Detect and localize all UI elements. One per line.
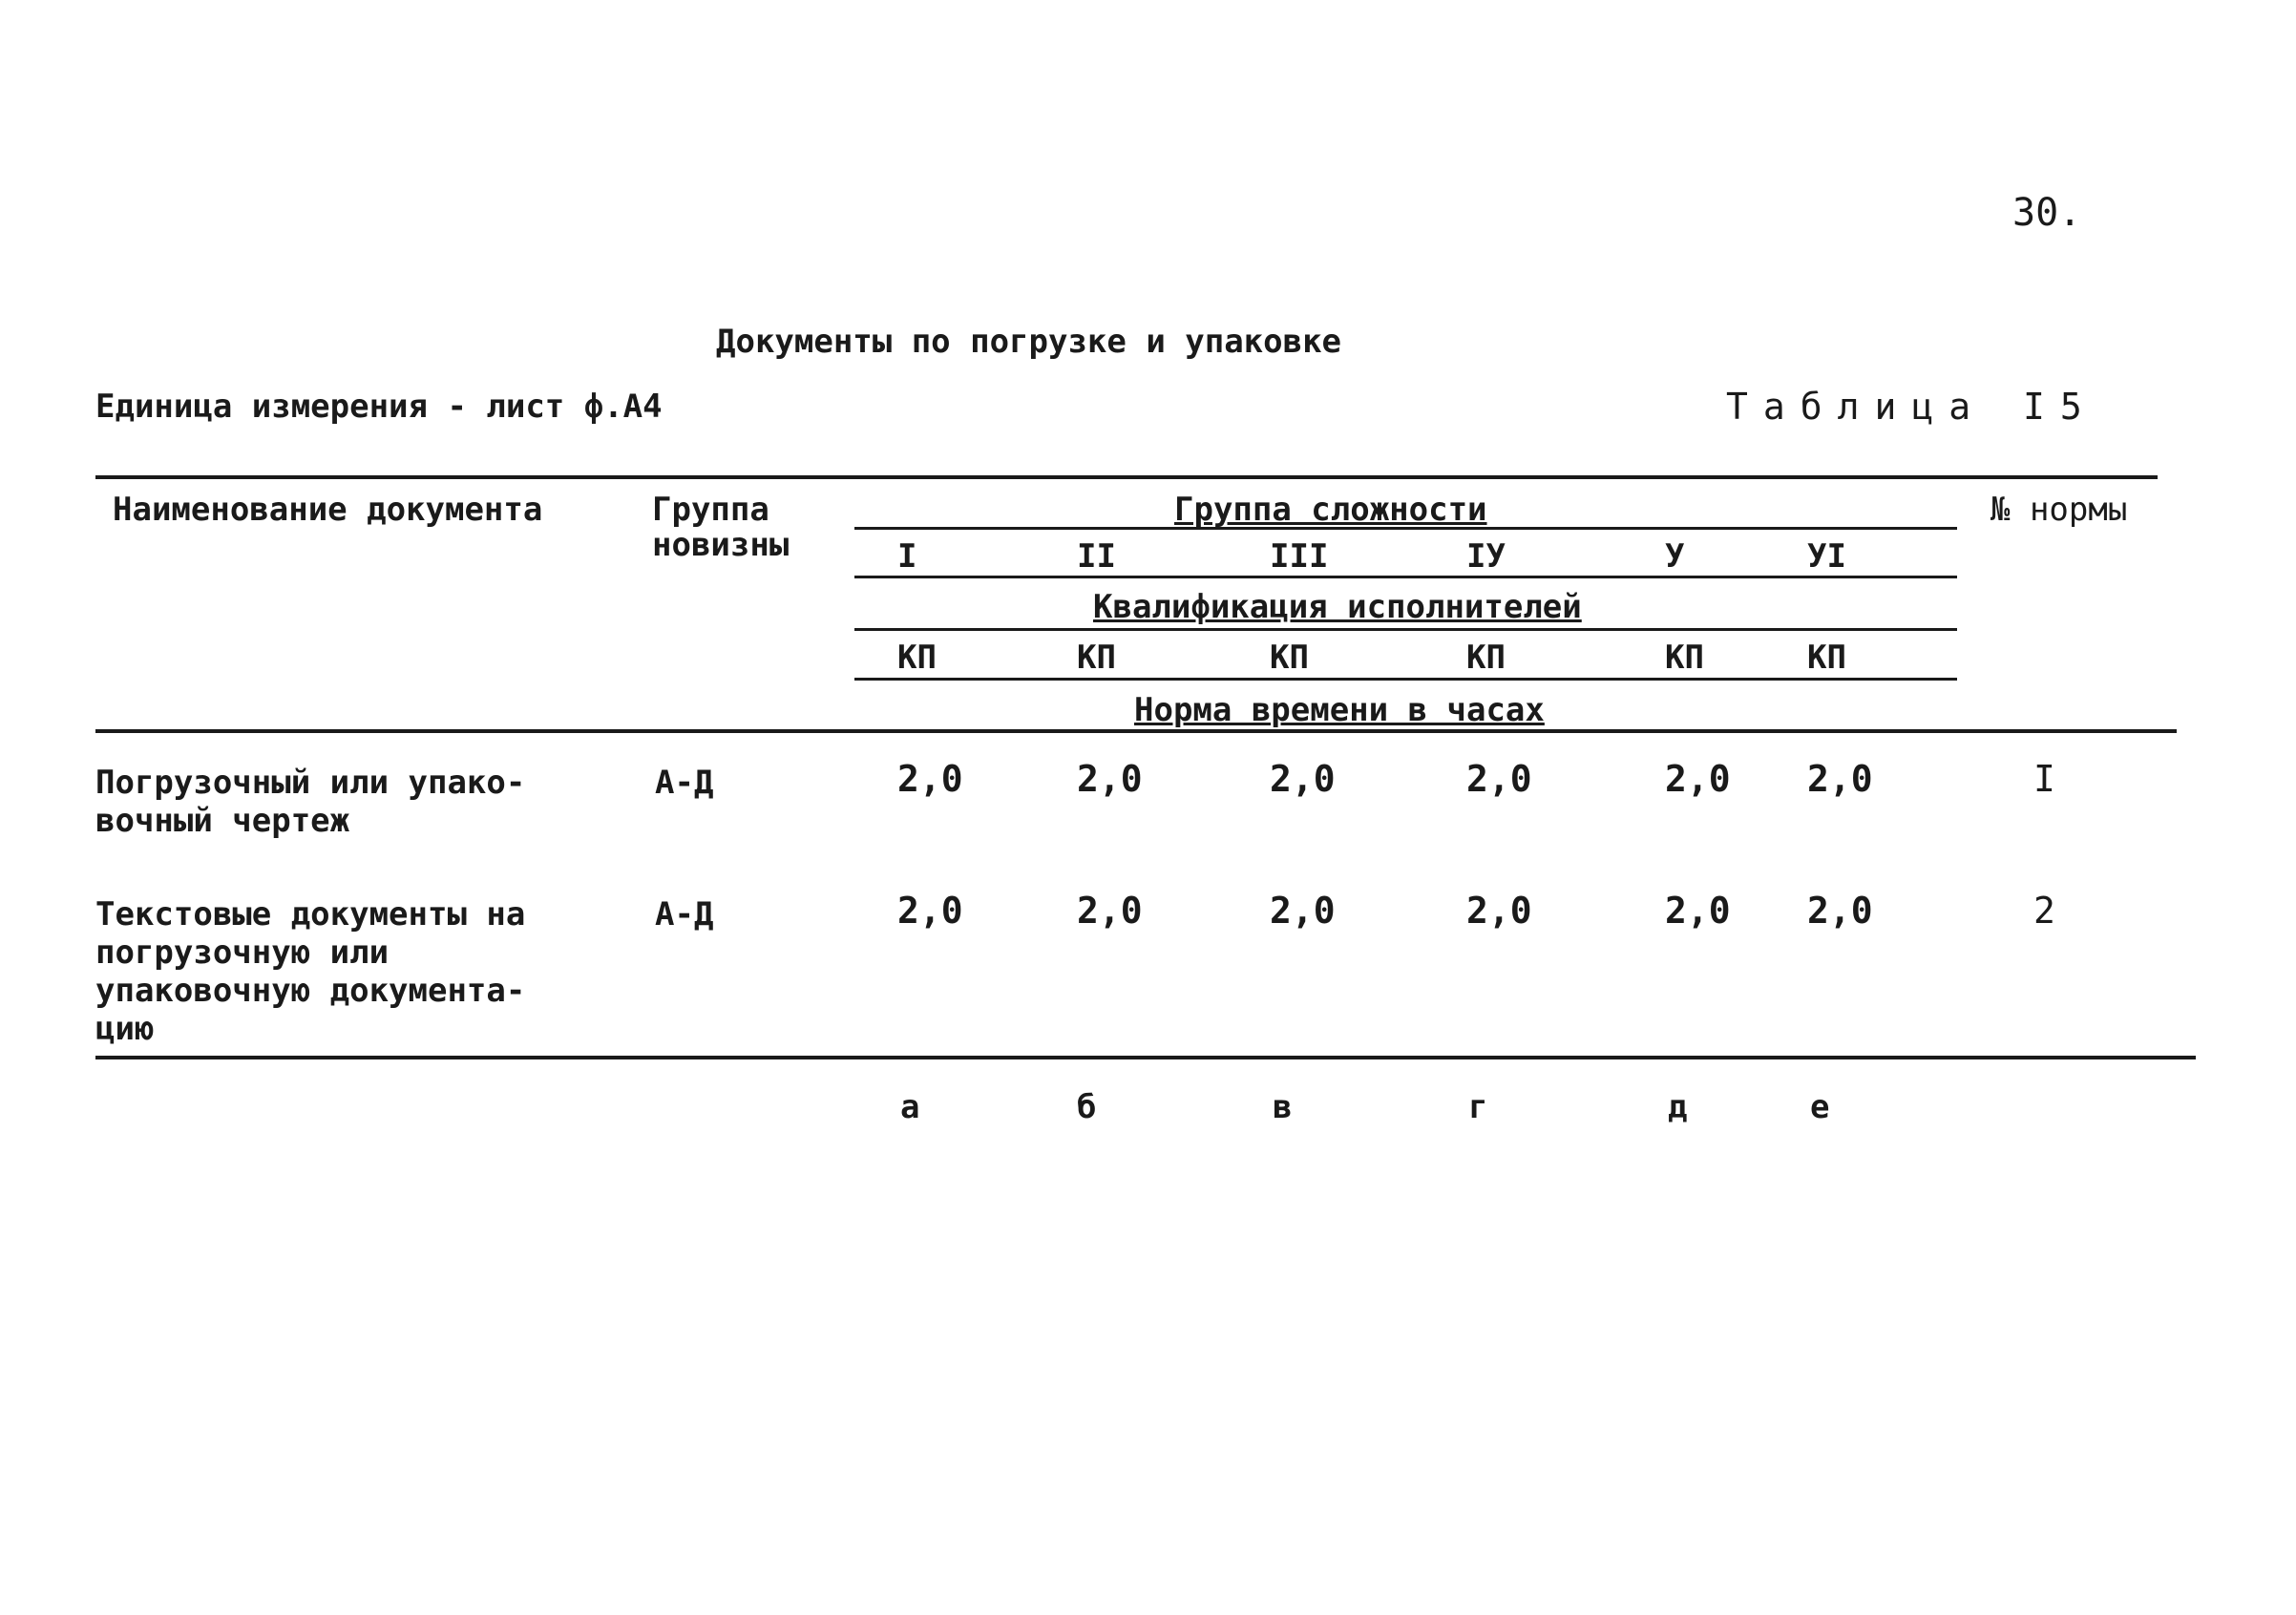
complexity-level-3: III [1270,537,1329,576]
row-2-value-1: 2,0 [897,890,963,932]
header-norm-number: № нормы [1991,491,2128,529]
row-1-value-6: 2,0 [1807,758,1873,800]
row-1-value-5: 2,0 [1665,758,1731,800]
row-1-value-4: 2,0 [1466,758,1532,800]
qualification-code-5: КП [1665,639,1704,677]
row-1-novelty-group: А-Д [655,764,714,802]
row-1-value-1: 2,0 [897,758,963,800]
row-1-document-name: Погрузочный или упако-вочный чертеж [95,764,526,840]
header-novelty-group-line2: новизны [652,526,790,564]
row-1-value-2: 2,0 [1077,758,1143,800]
column-letter-d: д [1668,1088,1688,1126]
table-label: Таблица I5 [1726,386,2097,428]
table-bottom-rule [95,1056,2196,1059]
complexity-level-2: II [1077,537,1116,576]
unit-of-measure: Единица измерения - лист ф.А4 [95,388,663,426]
qualification-rule-bottom [854,678,1957,681]
document-title: Документы по погрузке и упаковке [716,323,1342,361]
qualification-code-2: КП [1077,639,1116,677]
row-1-value-3: 2,0 [1270,758,1336,800]
complexity-level-1: I [897,537,917,576]
header-document-name: Наименование документа [113,491,543,529]
header-complexity-group: Группа сложности [1174,491,1487,529]
column-letter-b: б [1077,1088,1097,1126]
row-2-document-name: Текстовые документы на погрузочную или упаковочную документа-цию [95,895,526,1048]
row-2-value-3: 2,0 [1270,890,1336,932]
qualification-code-3: КП [1270,639,1309,677]
header-novelty-group-line1: Группа [652,491,769,529]
column-letter-v: в [1273,1088,1293,1126]
row-1-norm-number: I [2033,758,2055,800]
row-2-value-6: 2,0 [1807,890,1873,932]
row-2-norm-number: 2 [2033,890,2055,932]
column-letter-e: е [1810,1088,1830,1126]
header-bottom-rule [95,729,2177,733]
row-2-value-4: 2,0 [1466,890,1532,932]
header-qualification: Квалификация исполнителей [1093,588,1582,626]
qualification-rule-top [854,628,1957,631]
column-letter-g: г [1468,1088,1488,1126]
table-top-rule [95,475,2158,479]
qualification-code-1: КП [897,639,937,677]
header-time-norm: Норма времени в часах [1134,691,1545,729]
row-2-value-5: 2,0 [1665,890,1731,932]
complexity-level-4: IУ [1466,537,1506,576]
complexity-level-5: У [1665,537,1685,576]
qualification-code-4: КП [1466,639,1506,677]
page-number: 30. [2012,191,2082,235]
row-2-novelty-group: А-Д [655,895,714,933]
qualification-code-6: КП [1807,639,1846,677]
complexity-level-6: УI [1807,537,1846,576]
row-2-value-2: 2,0 [1077,890,1143,932]
column-letter-a: а [900,1088,920,1126]
levels-rule [854,576,1957,578]
